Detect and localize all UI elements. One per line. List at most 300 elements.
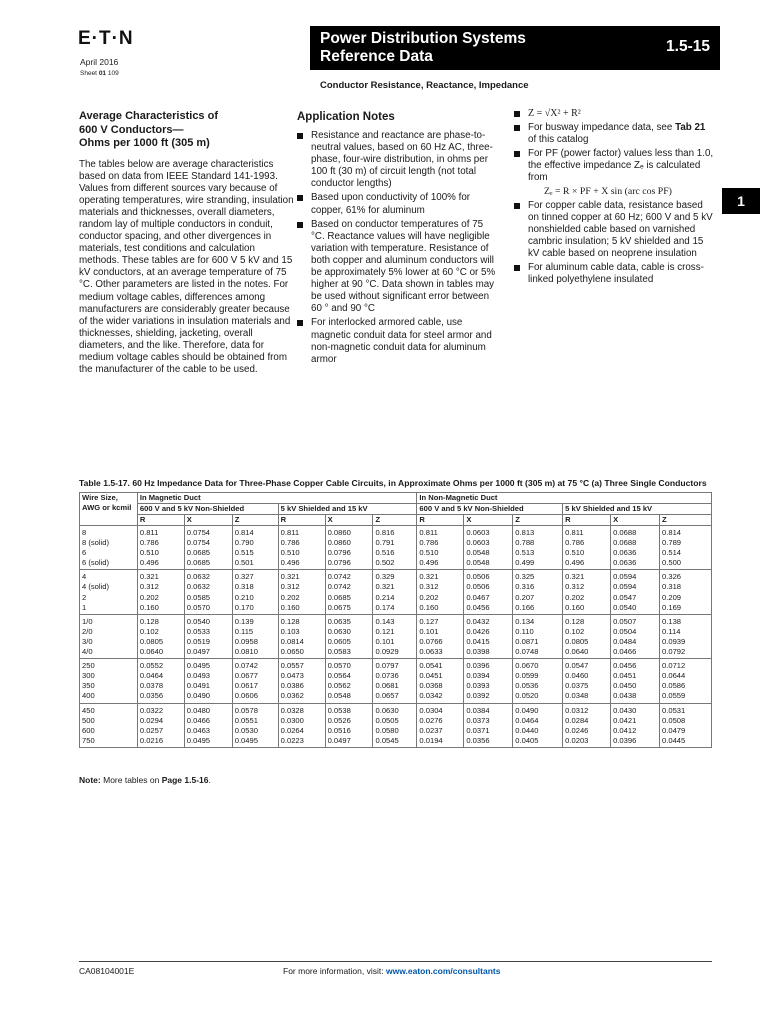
header-r: R [417, 515, 464, 526]
cell-value: 0.0396 [613, 735, 637, 745]
wire-size: 500 [82, 715, 95, 725]
cell-value: 0.0479 [662, 725, 686, 735]
header-z: Z [232, 515, 278, 526]
application-notes-list [297, 130, 497, 366]
header-x: X [325, 515, 373, 526]
header-nonshielded: 600 V and 5 kV Non-Shielded [137, 504, 278, 515]
cell-value: 0.0754 [186, 538, 211, 548]
cell-value: 0.160 [139, 602, 159, 612]
cell-value: 0.0421 [613, 715, 637, 725]
cell-value: 0.0632 [186, 582, 211, 592]
pf-formula: Zₑ = R × PF + X sin (arc cos PF) [544, 185, 672, 197]
cell-value: 0.811 [419, 528, 438, 537]
cell-value: 0.0384 [466, 705, 490, 715]
cell-value: 0.0736 [375, 671, 399, 681]
cell-value: 0.138 [662, 616, 682, 626]
cell-value: 0.0578 [234, 705, 258, 715]
cell-value: 0.499 [515, 558, 535, 568]
cell-value: 0.0562 [327, 681, 351, 691]
cell-value: 0.0538 [327, 705, 351, 715]
cell-value: 0.0490 [515, 705, 539, 715]
cell-value: 0.0493 [186, 671, 211, 681]
cell-value: 0.0548 [327, 691, 351, 701]
cell-value: 0.0871 [515, 636, 539, 646]
cell-value: 0.0480 [186, 705, 211, 715]
header-z: Z [513, 515, 563, 526]
cell-value: 0.202 [280, 592, 300, 602]
cell-value: 0.496 [419, 558, 439, 568]
table-row [80, 614, 712, 658]
cell-value: 0.0490 [186, 691, 211, 701]
cell-value: 0.786 [419, 538, 439, 548]
cell-value: 0.0495 [234, 735, 258, 745]
page-title-line2: Reference Data [320, 48, 433, 65]
cell-value: 0.496 [139, 558, 159, 568]
cell-value: 0.0805 [565, 636, 589, 646]
cell-value: 0.0742 [327, 582, 351, 592]
cell-value: 0.134 [515, 616, 535, 626]
table-note [79, 775, 211, 785]
cell-value: 0.312 [419, 582, 439, 592]
cell-value: 0.0264 [280, 725, 304, 735]
cell-value: 0.0506 [466, 582, 490, 592]
page-title-line1: Power Distribution Systems [320, 30, 526, 47]
title-bar [310, 26, 720, 70]
header-z: Z [373, 515, 417, 526]
value-cell [513, 659, 563, 703]
cell-value: 0.169 [662, 602, 682, 612]
cell-value: 0.214 [375, 592, 395, 602]
cell-value: 0.318 [662, 582, 682, 592]
cell-value: 0.0464 [515, 715, 539, 725]
cell-value: 0.210 [234, 592, 254, 602]
cell-value: 0.0742 [234, 661, 258, 671]
cell-value: 0.502 [375, 558, 395, 568]
cell-value: 0.0508 [662, 715, 686, 725]
cell-value: 0.788 [515, 538, 535, 548]
wire-size: 4/0 [82, 647, 93, 657]
cell-value: 0.0570 [186, 602, 211, 612]
cell-value: 0.0594 [613, 572, 637, 582]
wire-size: 600 [82, 725, 95, 735]
cell-value: 0.0348 [565, 691, 589, 701]
value-cell [660, 659, 712, 703]
header-r: R [278, 515, 325, 526]
cell-value: 0.0451 [613, 671, 637, 681]
cell-value: 0.786 [280, 538, 300, 548]
cell-value: 0.170 [234, 602, 254, 612]
cell-value: 0.816 [375, 528, 395, 537]
cell-value: 0.811 [139, 528, 159, 537]
cell-value: 0.329 [375, 572, 395, 582]
value-cell [417, 614, 464, 658]
cell-value: 0.0742 [327, 572, 351, 582]
cell-value: 0.0540 [186, 616, 211, 626]
list-item: For copper cable data, resistance based on tinned copper at 60 Hz; 600 V and 5 kV nonshielded cable based on varnished cambric insulation; 5 kV shielded and 15 kV cable based on neoprene insulation [514, 200, 714, 260]
cell-value: 0.103 [280, 626, 300, 636]
page-number: 1.5-15 [666, 38, 710, 55]
cell-value: 0.0450 [613, 681, 637, 691]
value-cell [373, 614, 417, 658]
cell-value: 0.0463 [186, 725, 211, 735]
header-shielded: 5 kV Shielded and 15 kV [278, 504, 417, 515]
cell-value: 0.0814 [280, 636, 304, 646]
cell-value: 0.101 [375, 636, 395, 646]
cell-value: 0.0216 [139, 735, 164, 745]
cell-value: 0.0796 [327, 558, 351, 568]
value-cell [278, 570, 325, 614]
cell-value: 0.0426 [466, 626, 490, 636]
value-cell [184, 570, 232, 614]
cell-value: 0.0466 [613, 647, 637, 657]
cell-value: 0.811 [280, 528, 300, 537]
cell-value: 0.0632 [186, 572, 211, 582]
table-row [80, 526, 712, 570]
wire-size: 8 [82, 528, 87, 537]
cell-value: 0.207 [515, 592, 535, 602]
cell-value: 0.0958 [234, 636, 258, 646]
cell-value: 0.128 [280, 616, 300, 626]
value-cell [563, 614, 611, 658]
more-info [283, 966, 500, 976]
value-cell [137, 703, 184, 747]
cell-value: 0.496 [565, 558, 585, 568]
list-item: Based upon conductivity of 100% for copper, 61% for aluminum [297, 192, 497, 216]
cell-value: 0.790 [234, 538, 254, 548]
cell-value: 0.0456 [613, 661, 637, 671]
cell-value: 0.0541 [419, 661, 443, 671]
right-notes-list [514, 108, 714, 286]
value-cell [325, 703, 373, 747]
wire-size: 300 [82, 671, 95, 681]
cell-value: 0.0491 [186, 681, 211, 691]
cell-value: 0.814 [234, 528, 254, 537]
cell-value: 0.0368 [419, 681, 443, 691]
cell-value: 0.0464 [139, 671, 164, 681]
header-x: X [611, 515, 660, 526]
cell-value: 0.0583 [327, 647, 351, 657]
cell-value: 0.514 [662, 548, 682, 558]
wire-size: 400 [82, 691, 95, 701]
busway-tab-ref: Tab 21 [675, 122, 706, 134]
cell-value: 0.312 [280, 582, 300, 592]
wire-size: 750 [82, 735, 95, 745]
table-caption: Table 1.5-17. 60 Hz Impedance Data for Three-Phase Copper Cable Circuits, in Approximate Ohms per 1000 ft (305 m) at 75 °C (a) Three Single Conductors [79, 478, 707, 488]
cell-value: 0.114 [662, 626, 681, 636]
value-cell [278, 526, 325, 570]
cell-value: 0.0570 [327, 661, 351, 671]
list-item: For aluminum cable data, cable is cross-linked polyethylene insulated [514, 262, 714, 286]
cell-value: 0.0929 [375, 647, 399, 657]
wire-size: 450 [82, 705, 95, 715]
header-r: R [563, 515, 611, 526]
cell-value: 0.316 [515, 582, 535, 592]
right-notes-column [514, 108, 714, 288]
value-cell [184, 526, 232, 570]
header-z: Z [660, 515, 712, 526]
cell-value: 0.0630 [327, 626, 351, 636]
cell-value: 0.0466 [186, 715, 211, 725]
cell-value: 0.0520 [515, 691, 539, 701]
application-notes-column [297, 111, 497, 368]
intro-body: The tables below are average characteristics based on data from IEEE Standard 141-1993. Values from different sources vary because of operating temperatures, wire stranding, insulation materials and thicknesses, overall diameters, random lay of multiple conductors in conduit, conductor spacing, and other divergences in materials, test conditions and calculation methods. These tables are for 600 V 5 kV and 15 kV conductors, at an average temperature of 75 °C. Other parameters are listed in the notes. For medium voltage cables, differences among manufacturers are considerably greater because of the wider variations in insulation materials and thicknesses, shielding, jacketing, overall diameters, and the like. Therefore, data for medium voltage cables should be obtained from the manufacturer of the cable to be used. [79, 158, 294, 376]
cell-value: 0.0860 [327, 538, 351, 548]
wire-size: 4 [82, 572, 87, 582]
cell-value: 0.0547 [613, 592, 637, 602]
cell-value: 0.0392 [466, 691, 490, 701]
cell-value: 0.0467 [466, 592, 490, 602]
intro-heading-line1: Average Characteristics of [79, 110, 218, 122]
more-info-label: For more information, visit: [283, 966, 384, 976]
cell-value: 0.0633 [419, 647, 443, 657]
cell-value: 0.0322 [139, 705, 164, 715]
cell-value: 0.0460 [565, 671, 589, 681]
cell-value: 0.0551 [234, 715, 258, 725]
cell-value: 0.786 [139, 538, 159, 548]
cell-value: 0.0484 [613, 636, 637, 646]
cell-value: 0.102 [565, 626, 585, 636]
cell-value: 0.321 [375, 582, 395, 592]
cell-value: 0.101 [419, 626, 439, 636]
cell-value: 0.0456 [466, 602, 490, 612]
cell-value: 0.0557 [280, 661, 304, 671]
cell-value: 0.0284 [565, 715, 589, 725]
cell-value: 0.0504 [613, 626, 637, 636]
value-cell [325, 659, 373, 703]
busway-text-post: of this catalog [528, 134, 589, 146]
cell-value: 0.202 [419, 592, 439, 602]
cell-value: 0.318 [234, 582, 254, 592]
cell-value: 0.0810 [234, 647, 258, 657]
document-code: CA08104001E [79, 966, 135, 976]
cell-value: 0.0548 [466, 558, 490, 568]
cell-value: 0.115 [234, 626, 254, 636]
value-cell [137, 526, 184, 570]
wire-size: 350 [82, 681, 95, 691]
value-cell [464, 659, 513, 703]
value-cell [660, 614, 712, 658]
list-item [514, 122, 714, 146]
cell-value: 0.102 [139, 626, 159, 636]
value-cell [184, 703, 232, 747]
cell-value: 0.0685 [186, 558, 211, 568]
cell-value: 0.0412 [613, 725, 637, 735]
sheet-number [80, 70, 119, 77]
cell-value: 0.0547 [565, 661, 589, 671]
cell-value: 0.160 [565, 602, 585, 612]
sheet-bold: 01 [98, 70, 107, 77]
cell-value: 0.166 [515, 602, 535, 612]
cell-value: 0.510 [139, 548, 159, 558]
cell-value: 0.0585 [186, 592, 211, 602]
value-cell [137, 570, 184, 614]
cell-value: 0.0519 [186, 636, 211, 646]
cell-value: 0.0636 [613, 548, 637, 558]
impedance-table [79, 492, 712, 748]
value-cell [611, 570, 660, 614]
cell-value: 0.500 [662, 558, 682, 568]
cell-value: 0.0796 [327, 548, 351, 558]
cell-value: 0.0371 [466, 725, 490, 735]
cell-value: 0.0766 [419, 636, 443, 646]
value-cell [417, 659, 464, 703]
cell-value: 0.0630 [375, 705, 399, 715]
cell-value: 0.0536 [515, 681, 539, 691]
header-shielded: 5 kV Shielded and 15 kV [563, 504, 712, 515]
cell-value: 0.0445 [662, 735, 686, 745]
cell-value: 0.0603 [466, 528, 490, 537]
cell-value: 0.0805 [139, 636, 164, 646]
list-item [514, 148, 714, 197]
header-wire-size: Wire Size, AWG or kcmil [80, 493, 138, 526]
cell-value: 0.0495 [186, 735, 211, 745]
value-cell [232, 703, 278, 747]
value-cell [373, 659, 417, 703]
list-item: Resistance and reactance are phase-to-neutral values, based on 60 Hz AC, three-phase, four-wire distribution, in ohms per 100 ft (30 m) of circuit length (not total conductor lengths) [297, 130, 497, 190]
cell-value: 0.0580 [375, 725, 399, 735]
cell-value: 0.789 [662, 538, 682, 548]
cell-value: 0.127 [419, 616, 439, 626]
cell-value: 0.0378 [139, 681, 164, 691]
value-cell [563, 703, 611, 747]
value-cell [660, 703, 712, 747]
cell-value: 0.0373 [466, 715, 490, 725]
cell-value: 0.0362 [280, 691, 304, 701]
cell-value: 0.0599 [515, 671, 539, 681]
cell-value: 0.128 [565, 616, 585, 626]
cell-value: 0.0304 [419, 705, 443, 715]
value-cell [611, 659, 660, 703]
consultants-link[interactable]: www.eaton.com/consultants [386, 966, 501, 976]
cell-value: 0.0688 [613, 528, 637, 537]
list-item: Based on conductor temperatures of 75 °C. Reactance values will have negligible variation with temperature. Resistance of both copper and aluminum conductors will be approximately 5% lower at 60 °C or 5% higher at 90 °C. Data shown in tables may be used without significant error between 60 ° and 90 °C [297, 219, 497, 316]
cell-value: 0.128 [139, 616, 159, 626]
wire-size: 3/0 [82, 636, 93, 646]
cell-value: 0.0356 [139, 691, 164, 701]
cell-value: 0.0203 [565, 735, 589, 745]
cell-value: 0.513 [515, 548, 535, 558]
cell-value: 0.0640 [565, 647, 589, 657]
intro-heading [79, 110, 294, 151]
table-row [80, 659, 712, 703]
value-cell [611, 614, 660, 658]
cell-value: 0.0754 [186, 528, 211, 537]
intro-heading-line3: Ohms per 1000 ft (305 m) [79, 137, 210, 149]
value-cell [464, 570, 513, 614]
cell-value: 0.0396 [466, 661, 490, 671]
cell-value: 0.0415 [466, 636, 490, 646]
cell-value: 0.0564 [327, 671, 351, 681]
busway-text-pre: For busway impedance data, see [528, 122, 673, 134]
cell-value: 0.814 [662, 528, 682, 537]
value-cell [611, 703, 660, 747]
cell-value: 0.0530 [234, 725, 258, 735]
note-text: More tables on [103, 775, 160, 785]
cell-value: 0.0533 [186, 626, 211, 636]
note-text-post: . [208, 775, 211, 785]
cell-value: 0.0394 [466, 671, 490, 681]
cell-value: 0.0594 [613, 582, 637, 592]
cell-value: 0.321 [565, 572, 585, 582]
cell-value: 0.0257 [139, 725, 164, 735]
cell-value: 0.0430 [613, 705, 637, 715]
cell-value: 0.0473 [280, 671, 304, 681]
value-cell [232, 659, 278, 703]
cell-value: 0.312 [565, 582, 585, 592]
cell-value: 0.0605 [327, 636, 351, 646]
wire-size: 1/0 [82, 616, 93, 626]
wire-size: 1 [82, 602, 87, 612]
wire-size: 6 [82, 548, 87, 558]
sheet-label: Sheet [80, 70, 97, 77]
value-cell [373, 703, 417, 747]
cell-value: 0.0636 [613, 558, 637, 568]
cell-value: 0.0606 [234, 691, 258, 701]
cell-value: 0.0545 [375, 735, 399, 745]
cell-value: 0.326 [662, 572, 682, 582]
cell-value: 0.813 [515, 528, 535, 537]
value-cell [513, 703, 563, 747]
value-cell [278, 703, 325, 747]
header-magnetic-duct: In Magnetic Duct [137, 493, 417, 504]
cell-value: 0.0688 [613, 538, 637, 548]
cell-value: 0.0617 [234, 681, 258, 691]
intro-heading-line2: 600 V Conductors— [79, 123, 184, 136]
wire-size-cell [80, 703, 138, 747]
pf-text: For PF (power factor) values less than 1.0, the effective impedance Zₑ is calculated from [528, 148, 714, 184]
value-cell [611, 526, 660, 570]
value-cell [278, 659, 325, 703]
cell-value: 0.202 [565, 592, 585, 602]
cell-value: 0.0552 [139, 661, 164, 671]
cell-value: 0.510 [280, 548, 300, 558]
cell-value: 0.0432 [466, 616, 490, 626]
value-cell [417, 526, 464, 570]
cell-value: 0.0505 [375, 715, 399, 725]
cell-value: 0.0685 [327, 592, 351, 602]
cell-value: 0.0497 [186, 647, 211, 657]
cell-value: 0.0312 [565, 705, 589, 715]
value-cell [325, 570, 373, 614]
cell-value: 0.501 [234, 558, 254, 568]
cell-value: 0.0675 [327, 602, 351, 612]
wire-size-cell [80, 659, 138, 703]
cell-value: 0.515 [234, 548, 254, 558]
list-item [514, 108, 714, 120]
cell-value: 0.516 [375, 548, 395, 558]
cell-value: 0.0451 [419, 671, 443, 681]
cell-value: 0.0526 [327, 715, 351, 725]
value-cell [513, 614, 563, 658]
value-cell [513, 570, 563, 614]
cell-value: 0.0393 [466, 681, 490, 691]
cell-value: 0.0677 [234, 671, 258, 681]
cell-value: 0.0640 [139, 647, 164, 657]
cell-value: 0.321 [139, 572, 159, 582]
cell-value: 0.0681 [375, 681, 399, 691]
value-cell [184, 659, 232, 703]
cell-value: 0.0328 [280, 705, 304, 715]
wire-size-cell [80, 526, 138, 570]
header-nonmagnetic-duct: In Non-Magnetic Duct [417, 493, 712, 504]
value-cell [137, 659, 184, 703]
cell-value: 0.0657 [375, 691, 399, 701]
cell-value: 0.0559 [662, 691, 686, 701]
table-row [80, 703, 712, 747]
cell-value: 0.139 [234, 616, 254, 626]
value-cell [232, 614, 278, 658]
cell-value: 0.0246 [565, 725, 589, 735]
